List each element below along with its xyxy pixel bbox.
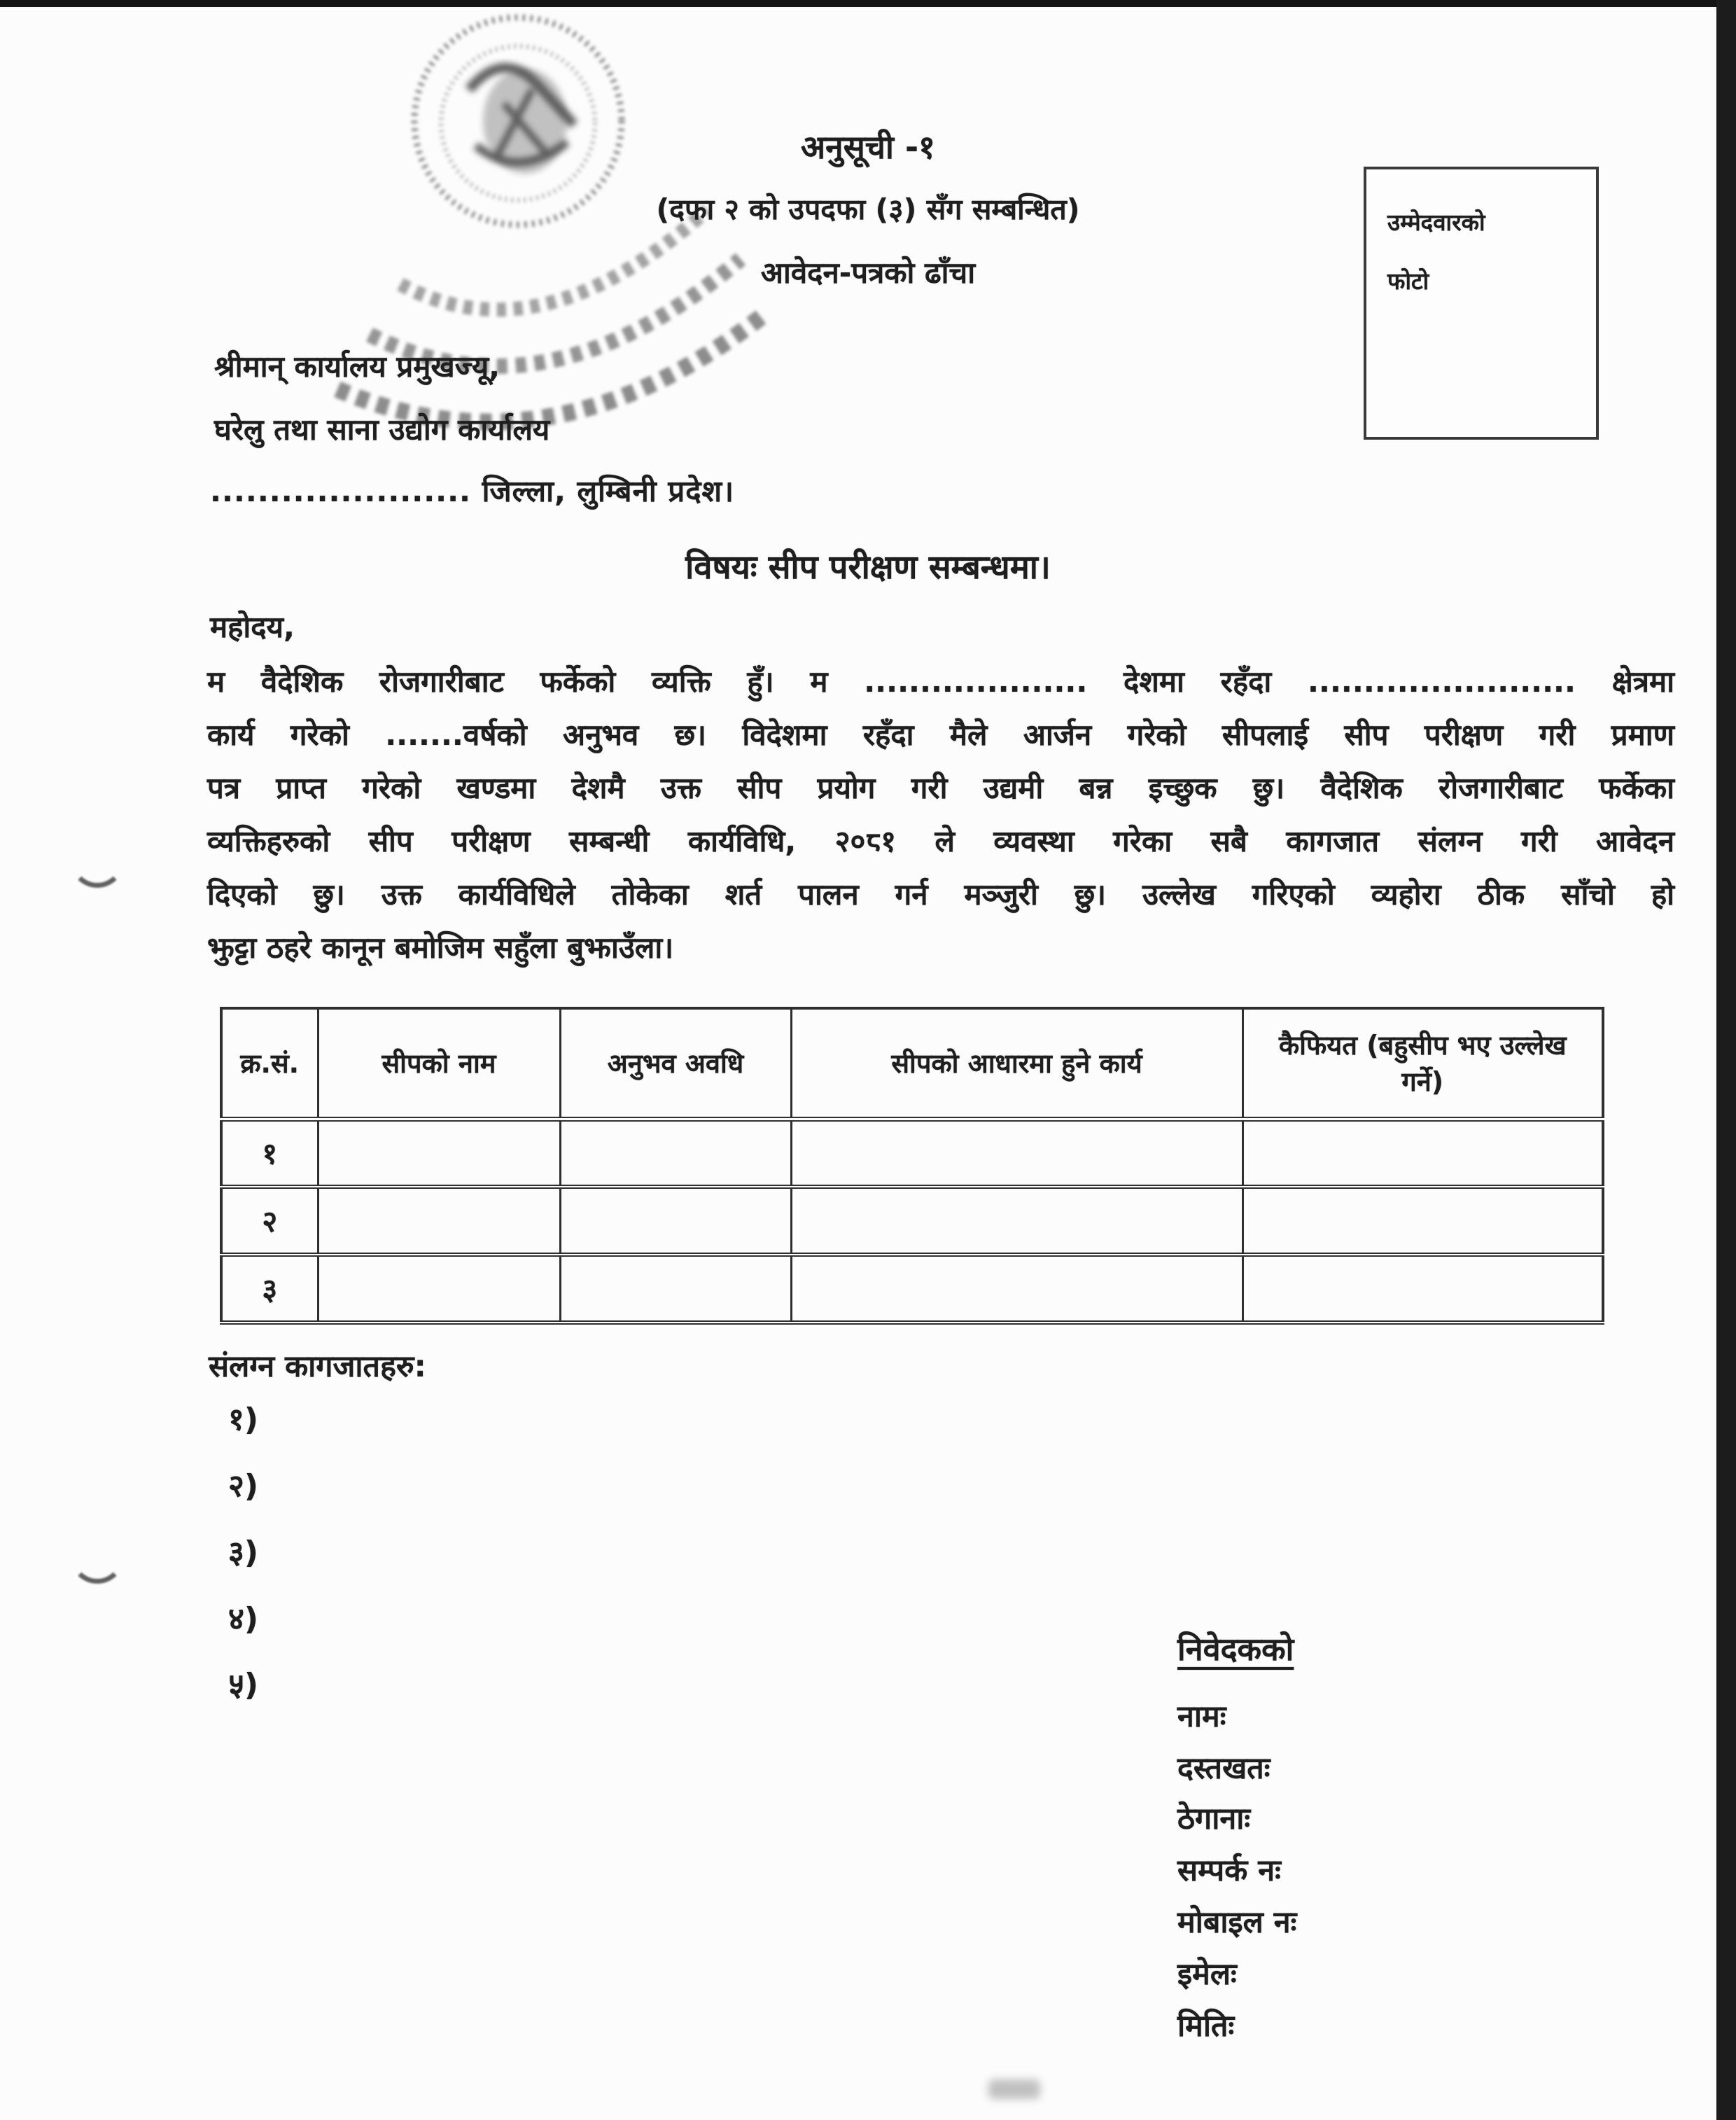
attachment-item: ५) (228, 1667, 258, 1703)
cell-experience (560, 1187, 791, 1255)
addressee-office-name: घरेलु तथा साना उद्योग कार्यालय (214, 412, 550, 447)
annex-subtitle: (दफा २ को उपदफा (३) सँग सम्बन्धित) (656, 193, 1080, 226)
form-title: आवेदन-पत्रको ढाँचा (760, 256, 976, 290)
attachment-item: ३) (228, 1535, 258, 1570)
cell-experience (560, 1255, 791, 1323)
cell-remarks (1242, 1255, 1603, 1323)
col-header-experience: अनुभव अवधि (560, 1008, 791, 1119)
applicant-field-mobile-no: मोबाइल नः (1177, 1905, 1297, 1940)
cell-skill-work (791, 1119, 1242, 1187)
applicant-field-contact-no: सम्पर्क नः (1177, 1853, 1281, 1888)
applicant-field-address: ठेगानाः (1177, 1801, 1251, 1836)
table-row (221, 1187, 1603, 1255)
cell-skill-work (791, 1187, 1242, 1255)
salutation: महोदय, (210, 610, 295, 644)
table-row (221, 1119, 1603, 1187)
scan-smudge (988, 2079, 1040, 2099)
cell-skill-work (791, 1255, 1242, 1323)
row-serial: २ (221, 1187, 318, 1255)
attachments-heading: संलग्न कागजातहरु: (209, 1349, 426, 1384)
attachment-item: ४) (228, 1601, 258, 1637)
body-line: कार्य गरेको .......वर्षको अनुभव छ। विदेशमा रहँदा मैले आर्जन गरेको सीपलाई सीप परीक्षण गरी प्रमाण (207, 718, 1674, 752)
body-line: म वैदेशिक रोजगारीबाट फर्केको व्यक्ति हुँ। म .................... देशमा रहँदा ........................ क्षेत्रमा (207, 664, 1674, 699)
attachment-item: १) (228, 1402, 258, 1437)
body-line: दिएको छु। उक्त कार्यविधिले तोकेका शर्त पालन गर्न मञ्जुरी छु। उल्लेख गरिएको व्यहोरा ठीक साँचो हो (207, 877, 1674, 912)
applicant-field-date: मितिः (1177, 2009, 1235, 2044)
body-line: पत्र प्राप्त गरेको खण्डमा देशमै उक्त सीप प्रयोग गरी उद्यमी बन्न इच्छुक छु। वैदेशिक रोजगारीबाट फर्केका (207, 771, 1674, 805)
col-header-remarks: कैफियत (बहुसीप भए उल्लेख गर्ने) (1242, 1008, 1603, 1119)
letter-body (207, 655, 1674, 975)
addressee-office-chief: श्रीमान् कार्यालय प्रमुखज्यू, (214, 349, 500, 384)
punch-hole-mark (70, 833, 125, 888)
annex-title: अनुसूची -१ (801, 128, 935, 166)
applicant-heading: निवेदकको (1177, 1631, 1294, 1668)
skills-table-header-row (221, 1008, 1603, 1119)
row-serial: १ (221, 1119, 318, 1187)
cell-remarks (1242, 1119, 1603, 1187)
body-line: व्यक्तिहरुको सीप परीक्षण सम्बन्धी कार्यविधि, २०८१ ले व्यवस्था गरेका सबै कागजात संलग्न गरी आवेदन (207, 824, 1674, 858)
cell-skill-name (318, 1187, 560, 1255)
photo-box-label-line1: उम्मेदवारको (1387, 209, 1485, 236)
applicant-field-signature: दस्तखतः (1177, 1751, 1270, 1786)
cell-experience (560, 1119, 791, 1187)
table-row (221, 1255, 1603, 1323)
applicant-field-email: इमेलः (1177, 1957, 1237, 1992)
punch-hole-mark (70, 1529, 125, 1584)
col-header-skill-name: सीपको नाम (318, 1008, 560, 1119)
row-serial: ३ (221, 1255, 318, 1323)
subject-line: विषयः सीप परीक्षण सम्बन्धमा। (685, 548, 1051, 587)
body-line: झुट्टा ठहरे कानून बमोजिम सहुँला बुझाउँला। (207, 930, 674, 965)
candidate-photo-box (1364, 167, 1599, 440)
applicant-field-name: नामः (1177, 1699, 1226, 1734)
col-header-serial: क्र.सं. (221, 1008, 318, 1119)
attachment-item: २) (228, 1468, 258, 1504)
col-header-skill-work: सीपको आधारमा हुने कार्य (791, 1008, 1242, 1119)
cell-remarks (1242, 1187, 1603, 1255)
photo-box-label-line2: फोटो (1387, 267, 1429, 295)
addressee-district-line: ...................... जिल्ला, लुम्बिनी प्रदेश। (210, 474, 735, 508)
skills-table (220, 1007, 1604, 1325)
scan-edge-right (1716, 0, 1736, 2120)
scan-edge-top (0, 0, 1736, 7)
cell-skill-name (318, 1119, 560, 1187)
cell-skill-name (318, 1255, 560, 1323)
